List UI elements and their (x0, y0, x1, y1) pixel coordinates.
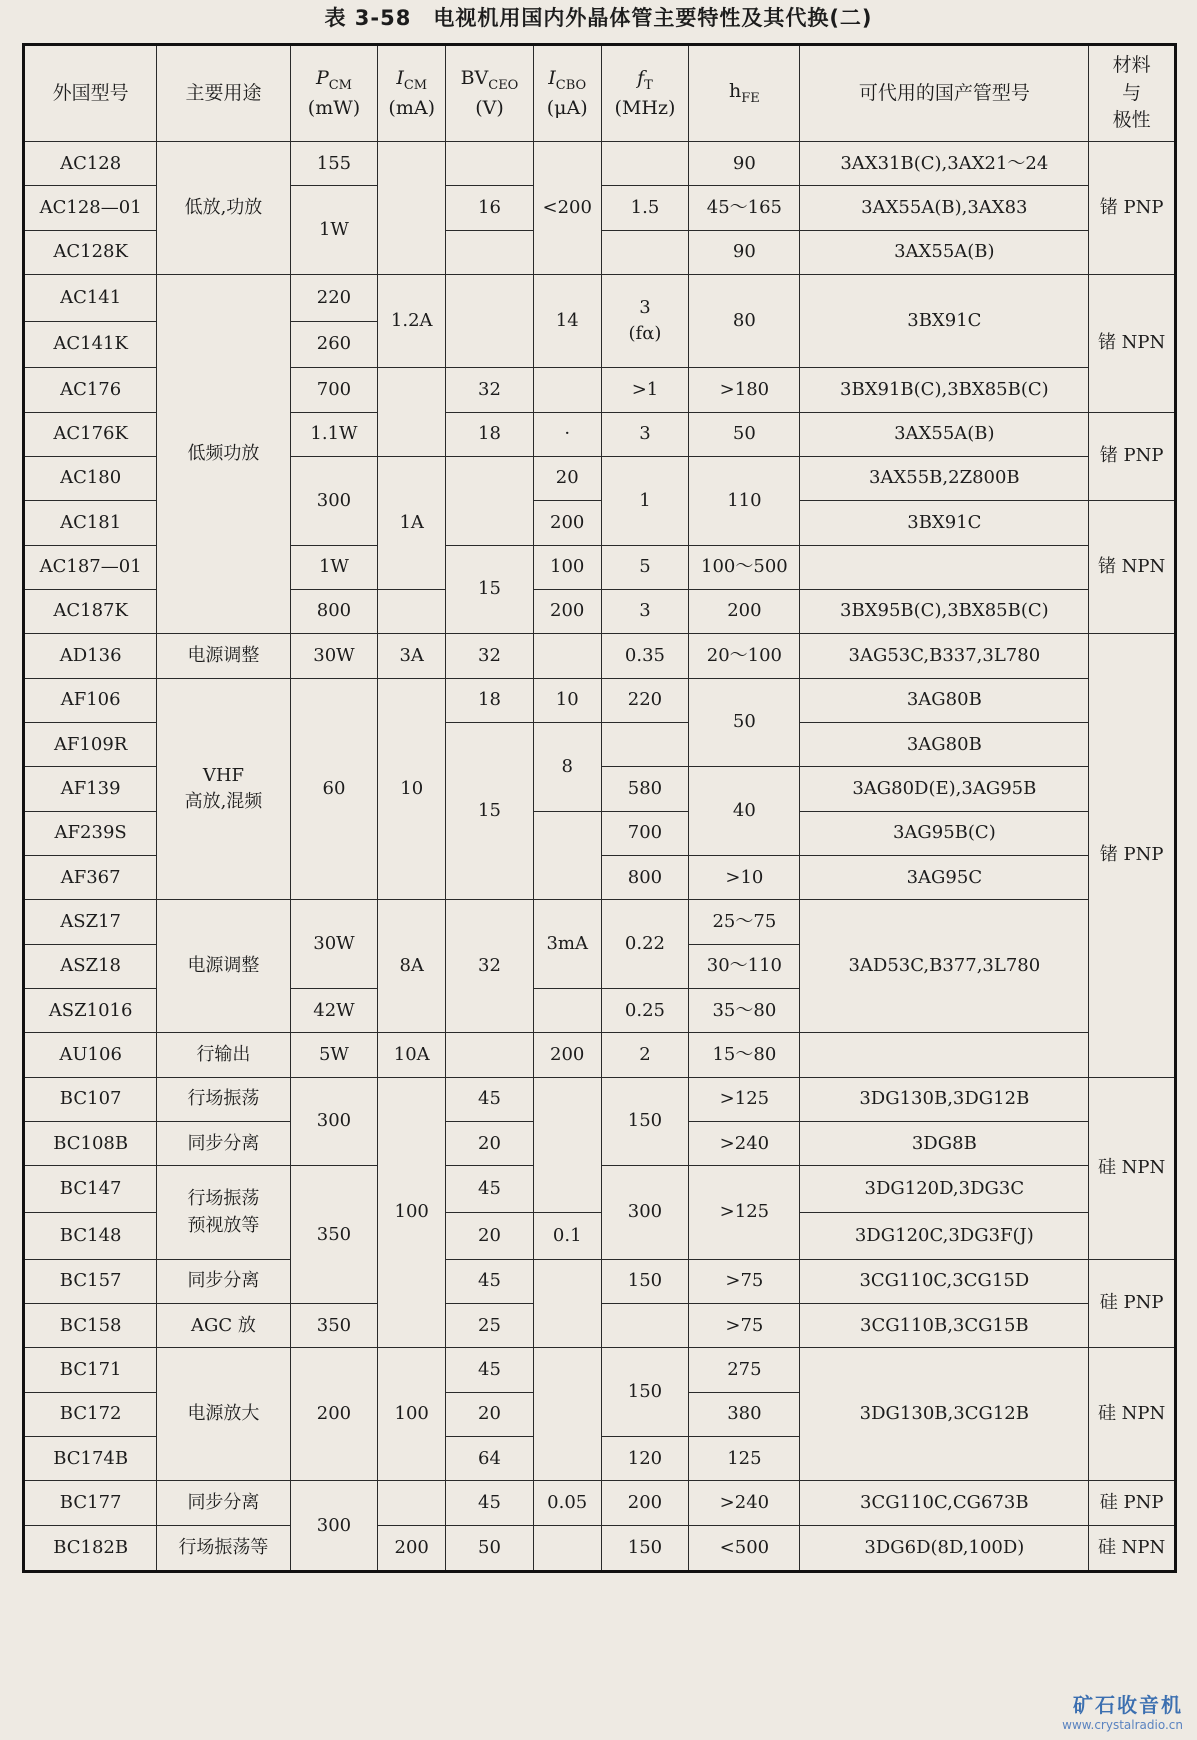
cell-icbo: 0.05 (533, 1481, 601, 1525)
cell-substitute: 3DG120C,3DG3F(J) (800, 1213, 1089, 1260)
cell-substitute: 3AG80B (800, 678, 1089, 722)
cell-substitute: 3AX55A(B) (800, 412, 1089, 456)
cell-substitute: 3BX91B(C),3BX85B(C) (800, 368, 1089, 412)
cell-icbo: 3mA (533, 900, 601, 989)
cell-ft (601, 1304, 689, 1348)
cell-model: AC128K (24, 230, 157, 274)
cell-ft: 150 (601, 1348, 689, 1437)
cell-icbo: 0.1 (533, 1213, 601, 1260)
table-row (24, 1348, 1176, 1392)
cell-bvceo: 32 (446, 900, 534, 1033)
cell-bvceo: 45 (446, 1259, 534, 1303)
cell-use: 电源放大 (157, 1348, 290, 1481)
cell-model: BC108B (24, 1122, 157, 1166)
cell-bvceo: 20 (446, 1392, 534, 1436)
cell-ft: 3 (601, 589, 689, 633)
cell-substitute: 3DG8B (800, 1122, 1089, 1166)
cell-model: BC182B (24, 1525, 157, 1571)
cell-substitute (800, 1033, 1089, 1077)
cell-icm (378, 142, 446, 275)
cell-hfe: 90 (689, 142, 800, 186)
cell-use: 低频功放 (157, 275, 290, 634)
header-bvceo: $BV_{CEO}$ (V) (446, 45, 534, 142)
cell-model: AC141K (24, 321, 157, 368)
cell-substitute: 3AG95C (800, 856, 1089, 900)
cell-substitute (800, 545, 1089, 589)
cell-material: 硅 NPN (1089, 1525, 1176, 1571)
cell-icm (378, 589, 446, 633)
cell-substitute: 3BX91C (800, 275, 1089, 368)
cell-hfe: 80 (689, 275, 800, 368)
cell-ft: 3 (601, 412, 689, 456)
cell-ft: 150 (601, 1077, 689, 1166)
cell-use: 行场振荡等 (157, 1525, 290, 1571)
cell-pcm: 700 (290, 368, 378, 412)
cell-ft: 0.25 (601, 989, 689, 1033)
cell-icbo: 8 (533, 723, 601, 812)
cell-use: 同步分离 (157, 1259, 290, 1303)
cell-use: 行场振荡 (157, 1077, 290, 1121)
cell-substitute: 3AX55A(B),3AX83 (800, 186, 1089, 230)
cell-substitute: 3DG6D(8D,100D) (800, 1525, 1089, 1571)
cell-icm: 100 (378, 1077, 446, 1348)
cell-icm (378, 368, 446, 457)
cell-ft: 0.35 (601, 634, 689, 678)
transistor-table (22, 43, 1177, 1573)
cell-pcm: 1W (290, 545, 378, 589)
cell-hfe: >240 (689, 1122, 800, 1166)
cell-substitute: 3CG110C,CG673B (800, 1481, 1089, 1525)
cell-bvceo: 32 (446, 634, 534, 678)
cell-use: 行场振荡 预视放等 (157, 1166, 290, 1259)
cell-substitute: 3AX55B,2Z800B (800, 456, 1089, 500)
cell-bvceo (446, 230, 534, 274)
cell-hfe: <500 (689, 1525, 800, 1571)
cell-model: BC107 (24, 1077, 157, 1121)
cell-use: AGC 放 (157, 1304, 290, 1348)
cell-bvceo: 32 (446, 368, 534, 412)
cell-use: 电源调整 (157, 900, 290, 1033)
cell-icbo (533, 989, 601, 1033)
cell-model: BC147 (24, 1166, 157, 1213)
cell-model: BC171 (24, 1348, 157, 1392)
cell-hfe: >240 (689, 1481, 800, 1525)
cell-ft: 700 (601, 811, 689, 855)
cell-material: 锗 PNP (1089, 412, 1176, 501)
cell-bvceo: 20 (446, 1213, 534, 1260)
table-row (24, 1525, 1176, 1571)
header-row (24, 45, 1176, 142)
cell-substitute: 3AD53C,B377,3L780 (800, 900, 1089, 1033)
cell-model: AC187—01 (24, 545, 157, 589)
cell-hfe: 20～100 (689, 634, 800, 678)
cell-hfe: 50 (689, 678, 800, 767)
cell-ft: 2 (601, 1033, 689, 1077)
watermark-name: 矿石收音机 (1073, 1693, 1183, 1717)
cell-icbo (533, 1259, 601, 1348)
cell-model: AC180 (24, 456, 157, 500)
table-row (24, 900, 1176, 944)
cell-model: AF239S (24, 811, 157, 855)
cell-substitute: 3CG110C,3CG15D (800, 1259, 1089, 1303)
cell-ft: 120 (601, 1437, 689, 1481)
cell-pcm: 350 (290, 1166, 378, 1304)
cell-icbo: 10 (533, 678, 601, 722)
cell-model: ASZ18 (24, 944, 157, 988)
cell-use: 行输出 (157, 1033, 290, 1077)
cell-bvceo: 18 (446, 412, 534, 456)
cell-substitute: 3BX95B(C),3BX85B(C) (800, 589, 1089, 633)
table-row (24, 1481, 1176, 1525)
cell-material: 锗 PNP (1089, 634, 1176, 1077)
cell-ft: 1 (601, 456, 689, 545)
cell-ft: 3 (fα) (601, 275, 689, 368)
cell-ft: 0.22 (601, 900, 689, 989)
cell-bvceo: 20 (446, 1122, 534, 1166)
cell-bvceo (446, 275, 534, 368)
cell-icm: 8A (378, 900, 446, 1033)
watermark-url: www.crystalradio.cn (1062, 1718, 1183, 1732)
cell-model: BC174B (24, 1437, 157, 1481)
cell-material: 硅 NPN (1089, 1077, 1176, 1259)
cell-ft: 5 (601, 545, 689, 589)
header-material: 材料 与 极性 (1089, 45, 1176, 142)
header-pcm: $P_{CM}$ (mW) (290, 45, 378, 142)
cell-bvceo (446, 142, 534, 186)
cell-pcm: 800 (290, 589, 378, 633)
cell-model: AF109R (24, 723, 157, 767)
table-row (24, 1077, 1176, 1121)
cell-pcm: 155 (290, 142, 378, 186)
table-row (24, 142, 1176, 186)
cell-ft: 580 (601, 767, 689, 811)
cell-pcm: 220 (290, 275, 378, 322)
cell-icbo (533, 1077, 601, 1212)
cell-icm: 200 (378, 1525, 446, 1571)
cell-pcm: 200 (290, 1348, 378, 1481)
cell-model: AC128 (24, 142, 157, 186)
cell-pcm: 350 (290, 1304, 378, 1348)
cell-icbo: <200 (533, 142, 601, 275)
cell-pcm: 300 (290, 1077, 378, 1166)
cell-model: AC128—01 (24, 186, 157, 230)
cell-hfe: 100～500 (689, 545, 800, 589)
cell-icbo (533, 634, 601, 678)
cell-ft: 150 (601, 1259, 689, 1303)
table-row (24, 1259, 1176, 1303)
cell-hfe: 30～110 (689, 944, 800, 988)
cell-icbo: 200 (533, 1033, 601, 1077)
cell-hfe: >125 (689, 1166, 800, 1259)
cell-pcm: 42W (290, 989, 378, 1033)
cell-material: 锗 NPN (1089, 275, 1176, 413)
cell-substitute: 3AG53C,B337,3L780 (800, 634, 1089, 678)
header-use: 主要用途 (157, 45, 290, 142)
cell-model: AF139 (24, 767, 157, 811)
cell-use: 电源调整 (157, 634, 290, 678)
cell-hfe: >125 (689, 1077, 800, 1121)
table-row (24, 678, 1176, 722)
cell-icm: 100 (378, 1348, 446, 1481)
cell-icbo: 20 (533, 456, 601, 500)
cell-icbo: · (533, 412, 601, 456)
cell-model: ASZ1016 (24, 989, 157, 1033)
cell-material: 硅 PNP (1089, 1259, 1176, 1348)
cell-bvceo: 45 (446, 1166, 534, 1213)
cell-ft: 150 (601, 1525, 689, 1571)
cell-pcm: 60 (290, 678, 378, 900)
header-substitute: 可代用的国产管型号 (800, 45, 1089, 142)
cell-hfe: 110 (689, 456, 800, 545)
table-row (24, 1033, 1176, 1077)
cell-pcm: 260 (290, 321, 378, 368)
cell-model: ASZ17 (24, 900, 157, 944)
header-hfe: $h_{FE}$ (689, 45, 800, 142)
watermark (1062, 1689, 1183, 1732)
cell-substitute: 3CG110B,3CG15B (800, 1304, 1089, 1348)
cell-hfe: 275 (689, 1348, 800, 1392)
cell-icbo (533, 368, 601, 412)
cell-model: AC141 (24, 275, 157, 322)
cell-ft: 300 (601, 1166, 689, 1259)
cell-material: 硅 PNP (1089, 1481, 1176, 1525)
cell-ft (601, 723, 689, 767)
cell-model: AC176K (24, 412, 157, 456)
cell-ft: 1.5 (601, 186, 689, 230)
cell-hfe: >180 (689, 368, 800, 412)
cell-hfe: 15～80 (689, 1033, 800, 1077)
cell-use: 低放,功放 (157, 142, 290, 275)
cell-model: BC158 (24, 1304, 157, 1348)
cell-icbo (533, 1525, 601, 1571)
cell-substitute: 3DG130B,3CG12B (800, 1348, 1089, 1481)
cell-hfe: >10 (689, 856, 800, 900)
cell-pcm: 300 (290, 456, 378, 545)
cell-icbo: 100 (533, 545, 601, 589)
header-icm: $I_{CM}$ (mA) (378, 45, 446, 142)
cell-hfe: 200 (689, 589, 800, 633)
cell-icbo (533, 811, 601, 900)
cell-bvceo: 45 (446, 1481, 534, 1525)
page-title: 表 3-58 电视机用国内外晶体管主要特性及其代换(二) (324, 6, 873, 30)
header-ft: $f_T$ (MHz) (601, 45, 689, 142)
header-model: 外国型号 (24, 45, 157, 142)
cell-model: AC187K (24, 589, 157, 633)
cell-bvceo: 45 (446, 1077, 534, 1121)
cell-model: AF367 (24, 856, 157, 900)
cell-hfe: 40 (689, 767, 800, 856)
cell-substitute: 3AX55A(B) (800, 230, 1089, 274)
cell-icbo: 14 (533, 275, 601, 368)
cell-hfe: >75 (689, 1259, 800, 1303)
cell-hfe: 35～80 (689, 989, 800, 1033)
cell-bvceo: 15 (446, 545, 534, 634)
cell-model: BC177 (24, 1481, 157, 1525)
cell-pcm: 300 (290, 1481, 378, 1572)
cell-model: AC181 (24, 501, 157, 545)
cell-ft: >1 (601, 368, 689, 412)
cell-hfe: 45～165 (689, 186, 800, 230)
cell-hfe: >75 (689, 1304, 800, 1348)
cell-icm: 1A (378, 456, 446, 589)
cell-model: AF106 (24, 678, 157, 722)
cell-model: AD136 (24, 634, 157, 678)
cell-icbo: 200 (533, 589, 601, 633)
cell-use: 同步分离 (157, 1122, 290, 1166)
cell-ft: 200 (601, 1481, 689, 1525)
cell-model: AU106 (24, 1033, 157, 1077)
cell-substitute: 3AX31B(C),3AX21～24 (800, 142, 1089, 186)
cell-bvceo: 45 (446, 1348, 534, 1392)
cell-substitute: 3BX91C (800, 501, 1089, 545)
cell-ft (601, 230, 689, 274)
cell-hfe: 25～75 (689, 900, 800, 944)
cell-hfe: 90 (689, 230, 800, 274)
cell-bvceo: 15 (446, 723, 534, 900)
cell-substitute: 3AG80D(E),3AG95B (800, 767, 1089, 811)
cell-icm: 1.2A (378, 275, 446, 368)
cell-icbo: 200 (533, 501, 601, 545)
cell-hfe: 380 (689, 1392, 800, 1436)
cell-bvceo (446, 1033, 534, 1077)
cell-bvceo (446, 456, 534, 545)
cell-model: BC172 (24, 1392, 157, 1436)
cell-substitute: 3DG130B,3DG12B (800, 1077, 1089, 1121)
cell-icm (378, 1481, 446, 1525)
cell-model: AC176 (24, 368, 157, 412)
cell-bvceo: 25 (446, 1304, 534, 1348)
cell-bvceo: 64 (446, 1437, 534, 1481)
table-row (24, 634, 1176, 678)
cell-pcm: 1W (290, 186, 378, 275)
table-row (24, 275, 1176, 322)
cell-ft: 800 (601, 856, 689, 900)
cell-bvceo: 50 (446, 1525, 534, 1571)
cell-ft (601, 142, 689, 186)
cell-use: 同步分离 (157, 1481, 290, 1525)
cell-use: VHF 高放,混频 (157, 678, 290, 900)
cell-substitute: 3AG95B(C) (800, 811, 1089, 855)
cell-pcm: 5W (290, 1033, 378, 1077)
cell-model: BC148 (24, 1213, 157, 1260)
cell-pcm: 1.1W (290, 412, 378, 456)
header-icbo: $I_{CBO}$ (μA) (533, 45, 601, 142)
cell-icm: 3A (378, 634, 446, 678)
cell-icm: 10 (378, 678, 446, 900)
cell-substitute: 3AG80B (800, 723, 1089, 767)
cell-material: 锗 NPN (1089, 501, 1176, 634)
cell-ft: 220 (601, 678, 689, 722)
cell-pcm: 30W (290, 900, 378, 989)
cell-hfe: 50 (689, 412, 800, 456)
cell-pcm: 30W (290, 634, 378, 678)
cell-material: 硅 NPN (1089, 1348, 1176, 1481)
cell-icm: 10A (378, 1033, 446, 1077)
cell-substitute: 3DG120D,3DG3C (800, 1166, 1089, 1213)
cell-model: BC157 (24, 1259, 157, 1303)
cell-material: 锗 PNP (1089, 142, 1176, 275)
cell-hfe: 125 (689, 1437, 800, 1481)
cell-icbo (533, 1348, 601, 1481)
cell-bvceo: 18 (446, 678, 534, 722)
cell-bvceo: 16 (446, 186, 534, 230)
